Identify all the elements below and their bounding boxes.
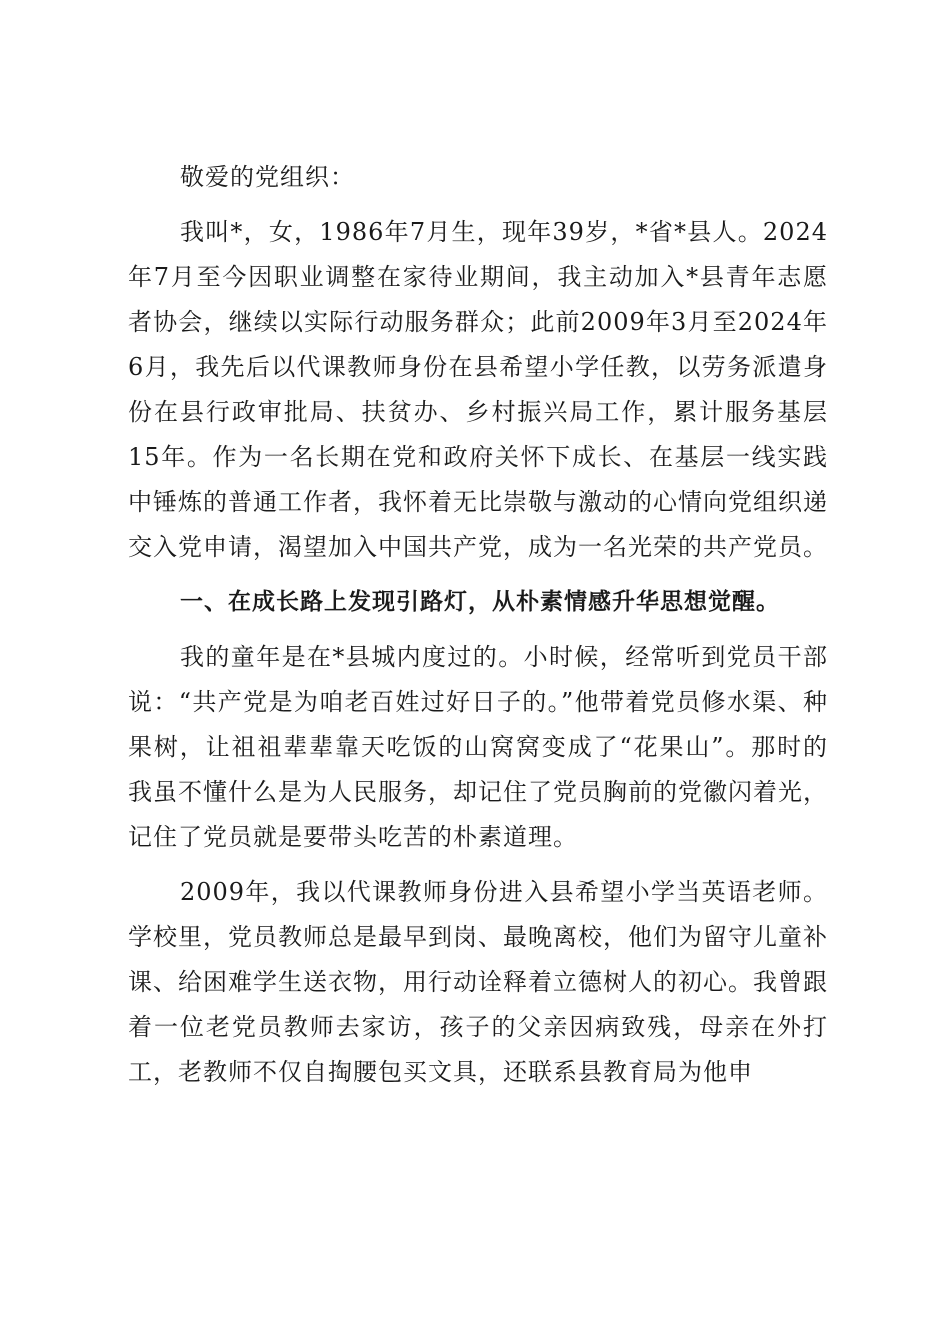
intro-paragraph: 我叫*，女，1986年7月生，现年39岁，*省*县人。2024年7月至今因职业调整在家待业期间，我主动加入*县青年志愿者协会，继续以实际行动服务群众；此前2009年3月至2024年6月，我先后以代课教师身份在县希望小学任教，以劳务派遣身份在县行政审批局、扶贫办、乡村振兴局工作，累计服务基层15年。作为一名长期在党和政府关怀下成长、在基层一线实践中锤炼的普通工作者，我怀着无比崇敬与激动的心情向党组织递交入党申请，渴望加入中国共产党，成为一名光荣的共产党员。 xyxy=(128,218,828,561)
section-heading: 一、在成长路上发现引路灯，从朴素情感升华思想觉醒。 xyxy=(180,589,780,615)
salutation: 敬爱的党组织： xyxy=(180,163,355,191)
document-body xyxy=(128,155,828,1105)
body-paragraph-teaching: 2009年，我以代课教师身份进入县希望小学当英语老师。学校里，党员教师总是最早到岗、最晚离校，他们为留守儿童补课、给困难学生送衣物，用行动诠释着立德树人的初心。我曾跟着一位老党员教师去家访，孩子的父亲因病致残，母亲在外打工，老教师不仅自掏腰包买文具，还联系县教育局为他申 xyxy=(128,878,828,1086)
body-paragraph-childhood: 我的童年是在*县城内度过的。小时候，经常听到党员干部说：“共产党是为咱老百姓过好日子的。”他带着党员修水渠、种果树，让祖祖辈辈靠天吃饭的山窝窝变成了“花果山”。那时的我虽不懂什么是为人民服务，却记住了党员胸前的党徽闪着光，记住了党员就是要带头吃苦的朴素道理。 xyxy=(128,643,828,851)
